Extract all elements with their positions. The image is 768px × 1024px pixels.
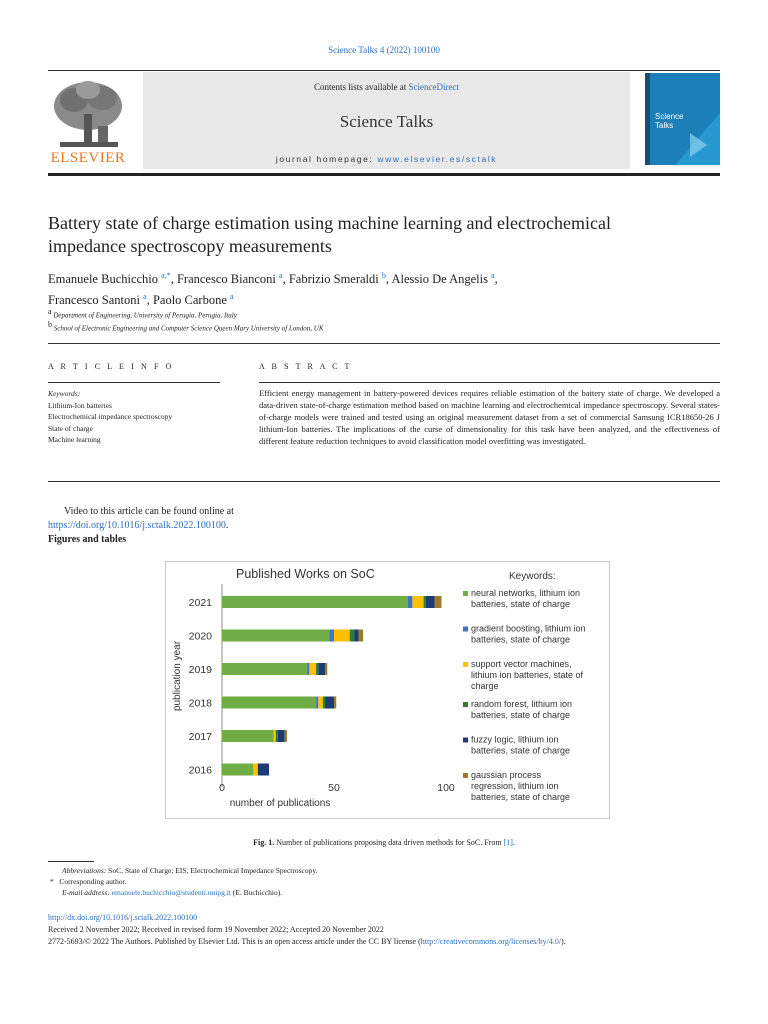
legend-label: neural networks, lithium ion xyxy=(471,588,581,598)
bar-segment xyxy=(325,697,334,709)
bar-segment xyxy=(334,630,350,642)
y-tick-label: 2020 xyxy=(188,630,212,643)
legend-swatch xyxy=(463,738,468,743)
chart-title: Published Works on SoC xyxy=(236,567,375,581)
bar-segment xyxy=(359,630,363,642)
legend-label: gradient boosting, lithium ion xyxy=(471,623,586,634)
cover-title: Science Talks xyxy=(655,112,684,130)
journal-reference[interactable]: Science Talks 4 (2022) 100100 xyxy=(328,45,440,55)
article-info-heading: A R T I C L E I N F O xyxy=(48,362,175,371)
author-separator: , xyxy=(385,272,392,287)
author-name: Francesco Bianconi xyxy=(176,272,276,287)
bar-segment xyxy=(222,596,408,608)
x-tick-label: 50 xyxy=(328,782,340,794)
footnotes xyxy=(50,865,318,898)
homepage-link[interactable]: www.elsevier.es/sctalk xyxy=(377,154,498,164)
bar-segment xyxy=(318,663,325,675)
legend-swatch xyxy=(463,627,468,632)
author-affiliation-mark[interactable]: a,* xyxy=(161,271,171,280)
x-tick-label: 100 xyxy=(437,782,455,794)
y-tick-label: 2019 xyxy=(188,664,212,676)
author-list xyxy=(48,267,688,309)
abstract-heading: A B S T R A C T xyxy=(259,362,353,371)
bar-segment xyxy=(316,697,318,709)
article-title: Battery state of charge estimation using machine learning and electrochemical impedance spectroscopy measurements xyxy=(48,213,611,256)
author-name: Paolo Carbone xyxy=(152,293,227,308)
author-separator: , xyxy=(494,272,498,287)
corresponding-note: * Corresponding author. xyxy=(50,877,127,886)
affiliation-b: $^b$ School of Electronic Engineering and Computer Science Queen Mary University of London, UK xyxy=(48,320,324,333)
legend-label: batteries, state of charge xyxy=(471,745,571,756)
legend-label: batteries, state of charge xyxy=(471,792,571,802)
y-tick-label: 2016 xyxy=(188,764,212,777)
legend-swatch xyxy=(463,702,468,707)
video-note: Video to this article can be found online at https://doi.org/10.1016/j.sctalk.2022.100100. xyxy=(48,506,234,531)
abbreviations-note: Abbreviations: SoC, State of Charge; EIS, Electrochemical Impedance Spectroscopy. xyxy=(62,866,318,875)
publication-dates: Received 2 November 2022; Received in revised form 19 November 2022; Accepted 20 November 2022 xyxy=(48,925,384,934)
legend-swatch xyxy=(463,773,468,778)
abstract-rule xyxy=(259,382,720,383)
author-name: Alessio De Angelis xyxy=(391,272,488,287)
keywords-label: Keywords: xyxy=(48,389,81,398)
author-name: Francesco Santoni xyxy=(48,293,140,308)
y-tick-label: 2018 xyxy=(188,697,212,710)
bar-segment xyxy=(435,596,442,608)
sciencedirect-link[interactable]: ScienceDirect xyxy=(408,82,459,92)
figure-caption: Fig. 1. Number of publications proposing data driven methods for SoC. From [1]. xyxy=(253,838,515,847)
email-link[interactable]: emanuele.buchicchio@studenti.unipg.it xyxy=(111,888,231,897)
legend-swatch xyxy=(463,662,468,667)
footnote-rule xyxy=(48,861,94,862)
legend-label: batteries, state of charge xyxy=(471,710,571,720)
author-affiliation-mark[interactable]: a xyxy=(230,292,234,302)
x-tick-label: 0 xyxy=(219,782,225,794)
legend-label: charge xyxy=(471,681,499,691)
legend-label: batteries, state of charge xyxy=(471,599,571,609)
journal-homepage: journal homepage: www.elsevier.es/sctalk xyxy=(275,154,498,164)
bar-segment xyxy=(222,630,330,642)
bar-segment xyxy=(318,697,322,709)
author-separator: , xyxy=(146,293,153,308)
bar-segment xyxy=(323,697,325,709)
bar-segment xyxy=(412,596,423,608)
bar-segment xyxy=(408,596,412,608)
license-link[interactable]: http://creativecommons.org/licenses/by/4.0/ xyxy=(420,937,562,946)
author-affiliation-mark[interactable]: a xyxy=(491,271,495,280)
elsevier-wordmark: ELSEVIER xyxy=(50,150,126,166)
x-axis-label: number of publications xyxy=(229,798,331,809)
legend-label: fuzzy logic, lithium ion xyxy=(471,734,559,745)
section-rule xyxy=(48,343,720,344)
section-rule xyxy=(48,481,720,482)
y-tick-label: 2021 xyxy=(188,597,212,609)
author-affiliation-mark[interactable]: a xyxy=(279,271,283,280)
bar-segment xyxy=(276,730,278,742)
bar-segment xyxy=(253,764,257,776)
legend-label: support vector machines, xyxy=(471,659,572,669)
keyword: Machine learning xyxy=(48,435,101,444)
bar-segment xyxy=(258,764,269,776)
bar-segment xyxy=(316,663,318,675)
bar-segment xyxy=(426,596,435,608)
publication-info xyxy=(48,912,566,948)
bar-segment xyxy=(334,697,336,709)
author-affiliation-mark[interactable]: b xyxy=(381,271,386,280)
keyword: Electrochemical impedance spectroscopy xyxy=(48,412,173,421)
author-separator: , xyxy=(170,272,177,287)
bar-segment xyxy=(222,730,274,742)
keywords-block xyxy=(48,388,172,446)
bar-segment xyxy=(307,663,309,675)
author-separator: , xyxy=(282,272,289,287)
video-doi-link[interactable]: https://doi.org/10.1016/j.sctalk.2022.100100 xyxy=(48,520,226,531)
bar-segment xyxy=(350,630,354,642)
keyword: State of charge xyxy=(48,423,93,433)
legend-label: gaussian process xyxy=(471,770,542,780)
figure-1 xyxy=(165,561,610,819)
bar-segment xyxy=(222,663,307,675)
affiliation-a: $^a$ Department of Engineering, University of Perugia, Perugia, Italy xyxy=(48,307,237,320)
bar-segment xyxy=(278,730,285,742)
keyword: Lithium-Ion batteries xyxy=(48,400,112,410)
bar-segment xyxy=(285,730,287,742)
email-note: E-mail address: emanuele.buchicchio@studenti.unipg.it (E. Buchicchio). xyxy=(62,888,283,897)
legend-title: Keywords: xyxy=(509,571,556,582)
legend-label: regression, lithium ion xyxy=(471,781,559,791)
y-tick-label: 2017 xyxy=(188,731,212,743)
bar-segment xyxy=(309,663,316,675)
bar-segment xyxy=(424,596,426,608)
header-bottom-rule xyxy=(48,173,720,176)
bar-segment xyxy=(330,630,334,642)
journal-title: Science Talks xyxy=(339,112,434,131)
y-axis-label: publication year xyxy=(172,640,183,712)
reference-link[interactable]: [1] xyxy=(503,838,513,847)
abstract-text: Efficient energy management in battery-powered devices requires reliable estimation of the battery state of charge. We developed a data-driven state-of-charge estimation method based on machine learning and electrochemical impedance spectroscopy. Several states-of-charge models were trained and tested using an original measurement dataset from a set of commercial Samsung ICR18650-26 J lithium-Ion batteries. The implications of the curse of dimensionality for this task have been analyzed, and the effectiveness of different feature reduction techniques to avoid classification model overfitting was investigated. xyxy=(259,388,720,446)
legend-label: lithium ion batteries, state of xyxy=(471,670,584,680)
doi-link[interactable]: http://dx.doi.org/10.1016/j.sctalk.2022.100100 xyxy=(48,913,198,922)
author-name: Emanuele Buchicchio xyxy=(48,272,159,287)
legend-label: batteries, state of charge xyxy=(471,634,571,645)
contents-availability: Contents lists available at ScienceDirect xyxy=(314,82,459,92)
bar-segment xyxy=(325,663,327,675)
bar-segment xyxy=(354,630,358,642)
header-top-rule xyxy=(48,70,720,71)
author-name: Fabrizio Smeraldi xyxy=(288,272,379,287)
legend-label: random forest, lithium ion xyxy=(471,699,573,709)
figures-heading: Figures and tables xyxy=(48,534,127,545)
article-info-rule xyxy=(48,382,220,383)
bar-segment xyxy=(222,764,253,776)
bar-segment xyxy=(274,730,276,742)
legend-swatch xyxy=(463,591,468,596)
license-line: 2772-5693/© 2022 The Authors. Published by Elsevier Ltd. This is an open access article under the CC BY license (http://creativecommons.org/licenses/by/4.0/). xyxy=(48,937,566,946)
published-works-chart xyxy=(166,562,609,818)
bar-segment xyxy=(222,697,316,709)
author-affiliation-mark[interactable]: a xyxy=(143,292,147,302)
